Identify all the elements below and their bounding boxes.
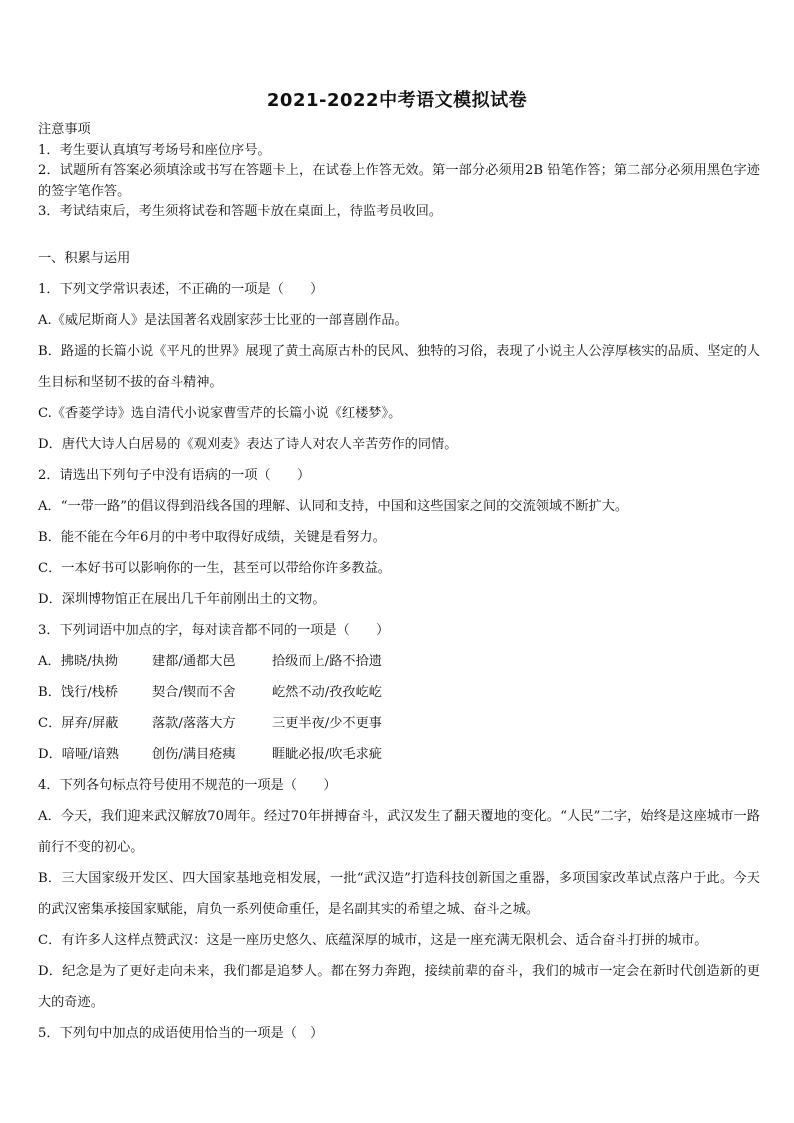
q1-stem: 1．下列文学常识表述，不正确的一项是（ ） bbox=[38, 282, 324, 297]
q3-option-a-word3: 拾级而上/路不拾遗 bbox=[272, 654, 382, 669]
q3-option-c-word3: 三更半夜/少不更事 bbox=[272, 716, 382, 731]
q3-option-b-word1: B．饯行/栈桥 bbox=[38, 685, 119, 700]
q1-option-a: A.《威尼斯商人》是法国著名戏剧家莎士比亚的一部喜剧作品。 bbox=[38, 313, 408, 328]
q1-option-c: C.《香菱学诗》选自清代小说家曹雪芹的长篇小说《红楼梦》。 bbox=[38, 406, 402, 421]
q3-option-d-word1: D．喑哑/谙熟 bbox=[38, 747, 119, 762]
q3-option-d bbox=[38, 739, 760, 770]
q2-stem: 2．请选出下列句子中没有语病的一项（ ） bbox=[38, 468, 311, 483]
section-heading: 一、积累与运用 bbox=[38, 251, 131, 266]
q3-option-a-word1: A．拂晓/执拗 bbox=[38, 654, 118, 669]
q2-option-a: A．“一带一路”的倡议得到沿线各国的理解、认同和支持，中国和这些国家之间的交流领域不断扩大。 bbox=[38, 499, 629, 514]
notice-item: 1．考生要认真填写考场号和座位序号。 bbox=[38, 142, 271, 158]
q3-option-d-word2: 创伤/满目疮痍 bbox=[152, 747, 236, 762]
notice-item: 2．试题所有答案必须填涂或书写在答题卡上，在试卷上作答无效。第一部分必须用2B 铅笔作答；第二部分必须用黑色字迹的签字笔作答。 bbox=[38, 163, 760, 199]
q1-option-d: D．唐代大诗人白居易的《观刈麦》表达了诗人对农人辛苦劳作的同情。 bbox=[38, 437, 458, 452]
q2-option-c: C．一本好书可以影响你的一生，甚至可以带给你许多教益。 bbox=[38, 561, 391, 576]
q4-option-c: C．有许多人这样点赞武汉：这是一座历史悠久、底蕴深厚的城市，这是一座充满无限机会、适合奋斗打拼的城市。 bbox=[38, 933, 708, 948]
notice-item: 3．考试结束后，考生须将试卷和答题卡放在桌面上，待监考员收回。 bbox=[38, 204, 443, 219]
q3-option-d-word3: 睚眦必报/吹毛求疵 bbox=[272, 747, 382, 762]
q2-option-b: B．能不能在今年6月的中考中取得好成绩，关键是看努力。 bbox=[38, 530, 386, 545]
q3-option-a-word2: 建都/通都大邑 bbox=[152, 654, 236, 669]
q4-stem: 4．下列各句标点符号使用不规范的一项是（ ） bbox=[38, 778, 337, 793]
q3-option-b-word2: 契合/锲而不舍 bbox=[152, 685, 236, 700]
notice-heading: 注意事项 bbox=[38, 122, 91, 137]
q4-option-d: D．纪念是为了更好走向未来，我们都是追梦人。都在努力奔跑，接续前辈的奋斗，我们的城市一定会在新时代创造新的更大的奇迹。 bbox=[38, 964, 760, 1010]
q3-option-c-word2: 落款/落落大方 bbox=[152, 716, 236, 731]
q4-option-a: A．今天，我们迎来武汉解放70周年。经过70年拼搏奋斗，武汉发生了翻天覆地的变化。“人民”二字，始终是这座城市一路前行不变的初心。 bbox=[38, 809, 760, 855]
q3-option-a bbox=[38, 646, 760, 677]
q1-option-b: B．路遥的长篇小说《平凡的世界》展现了黄土高原古朴的民风、独特的习俗，表现了小说主人公淳厚核实的品质、坚定的人生目标和坚韧不拔的奋斗精神。 bbox=[38, 344, 760, 390]
q3-option-b-word3: 屹然不动/孜孜屹屹 bbox=[272, 685, 382, 700]
q4-option-b: B．三大国家级开发区、四大国家基地竞相发展，一批“武汉造”打造科技创新国之重器，多项国家改革试点落户于此。今天的武汉密集承接国家赋能，肩负一系列使命重任，是名副其实的希望之城、奋斗之城。 bbox=[38, 871, 760, 917]
question-body bbox=[38, 243, 760, 1049]
q3-stem: 3．下列词语中加点的字，每对读音都不同的一项是（ ） bbox=[38, 623, 390, 638]
q2-option-d: D．深圳博物馆正在展出几千年前刚出土的文物。 bbox=[38, 592, 326, 607]
q3-option-c bbox=[38, 708, 760, 739]
q3-option-c-word1: C．屏弃/屏蔽 bbox=[38, 716, 119, 731]
notice-block bbox=[38, 120, 760, 223]
q3-option-b bbox=[38, 677, 760, 708]
page-title: 2021-2022中考语文模拟试卷 bbox=[266, 90, 528, 111]
q5-stem: 5．下列句中加点的成语使用恰当的一项是（ ） bbox=[38, 1026, 324, 1041]
